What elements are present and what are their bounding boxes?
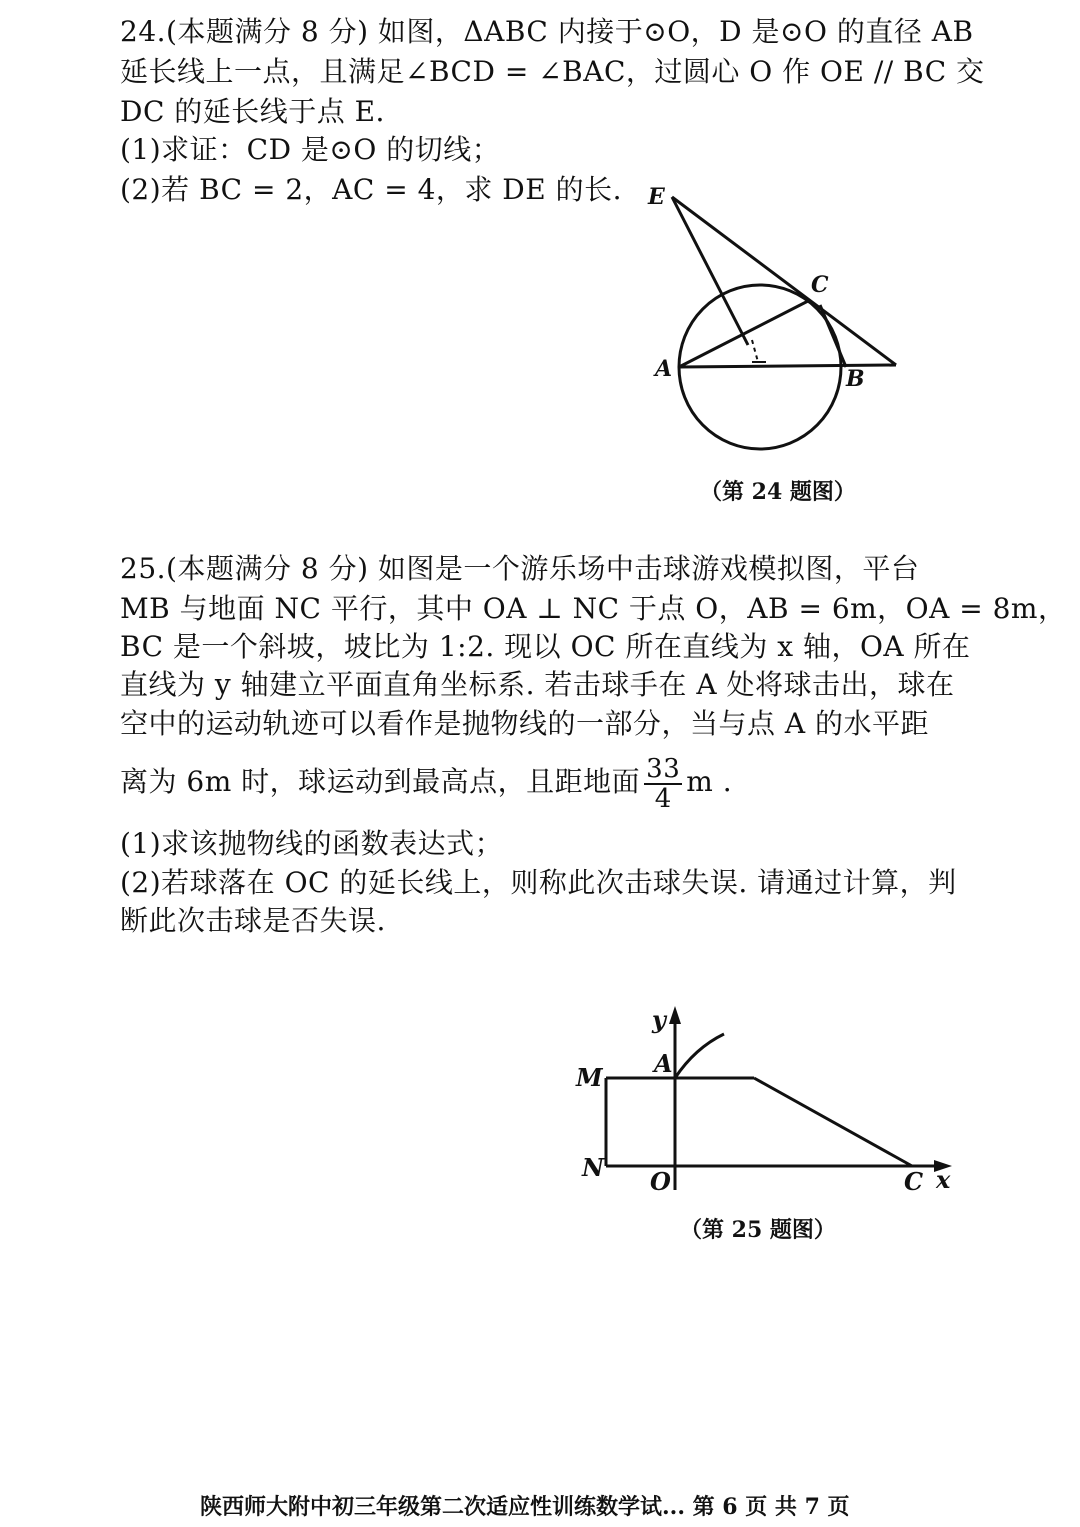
q25-label-x: x: [936, 1165, 951, 1194]
q24-label-E: E: [648, 184, 665, 210]
q25-label-C: C: [904, 1167, 924, 1196]
q25-sub-1: (1)求该抛物线的函数表达式；: [120, 827, 504, 860]
q24-line-ED: [672, 197, 896, 365]
q25-line-6: [120, 752, 732, 813]
q25-sub-3: 断此次击球是否失误.: [120, 904, 386, 937]
q25-label-y: y: [652, 1005, 666, 1034]
q25-trajectory-arc: [675, 1034, 724, 1078]
q24-dashed-aux: [752, 340, 758, 362]
q24-line-AC: [679, 300, 810, 367]
q24-line-EO: [672, 197, 748, 345]
q24-line-1: 24.(本题满分 8 分) 如图，ΔABC 内接于⊙O，D 是⊙O 的直径 AB: [120, 15, 974, 48]
q25-line-1: 25.(本题满分 8 分) 如图是一个游乐场中击球游戏模拟图，平台: [120, 552, 920, 585]
q25-line-5: 空中的运动轨迹可以看作是抛物线的一部分，当与点 A 的水平距: [120, 707, 930, 740]
q24-label-A: A: [655, 356, 673, 382]
q24-figure: [0, 0, 1080, 520]
q24-label-B: B: [846, 366, 865, 392]
q25-label-N: N: [582, 1153, 604, 1182]
q25-label-A: A: [654, 1049, 673, 1078]
q25-line-6-after: m .: [686, 765, 733, 798]
q25-slope-BC: [754, 1078, 912, 1166]
q25-label-M: M: [576, 1063, 603, 1092]
q24-line-4: (1)求证：CD 是⊙O 的切线；: [120, 133, 501, 166]
q25-line-4: 直线为 y 轴建立平面直角坐标系. 若击球手在 A 处将球击出，球在: [120, 668, 955, 701]
q25-fraction: [644, 755, 682, 813]
q25-sub-2: (2)若球落在 OC 的延长线上，则称此次击球失误. 请通过计算，判: [120, 866, 957, 899]
q25-line-3: BC 是一个斜坡，坡比为 1:2. 现以 OC 所在直线为 x 轴，OA 所在: [120, 630, 971, 663]
q25-label-O: O: [650, 1167, 671, 1196]
q24-line-3: DC 的延长线于点 E．: [120, 95, 405, 128]
q25-line-6-before: 离为 6m 时，球运动到最高点，且距地面: [120, 765, 641, 798]
q24-label-C: C: [811, 272, 829, 298]
q25-y-arrow: [669, 1006, 681, 1024]
q24-line-CB: [820, 305, 846, 367]
q24-line-5: (2)若 BC = 2，AC = 4，求 DE 的长.: [120, 173, 622, 206]
q25-fraction-numerator: 33: [646, 753, 681, 784]
q25-fraction-denominator: 4: [654, 783, 672, 814]
q25-caption: （第 25 题图）: [680, 1217, 836, 1243]
q25-figure: [0, 990, 1080, 1210]
page-footer: 陕西师大附中初三年级第二次适应性训练数学试... 第 6 页 共 7 页: [200, 1494, 850, 1520]
q24-caption: （第 24 题图）: [700, 479, 856, 505]
q24-line-2: 延长线上一点，且满足∠BCD = ∠BAC，过圆心 O 作 OE // BC 交: [120, 55, 985, 88]
q25-line-2: MB 与地面 NC 平行，其中 OA ⊥ NC 于点 O，AB = 6m，OA = 8m，: [120, 592, 1067, 625]
